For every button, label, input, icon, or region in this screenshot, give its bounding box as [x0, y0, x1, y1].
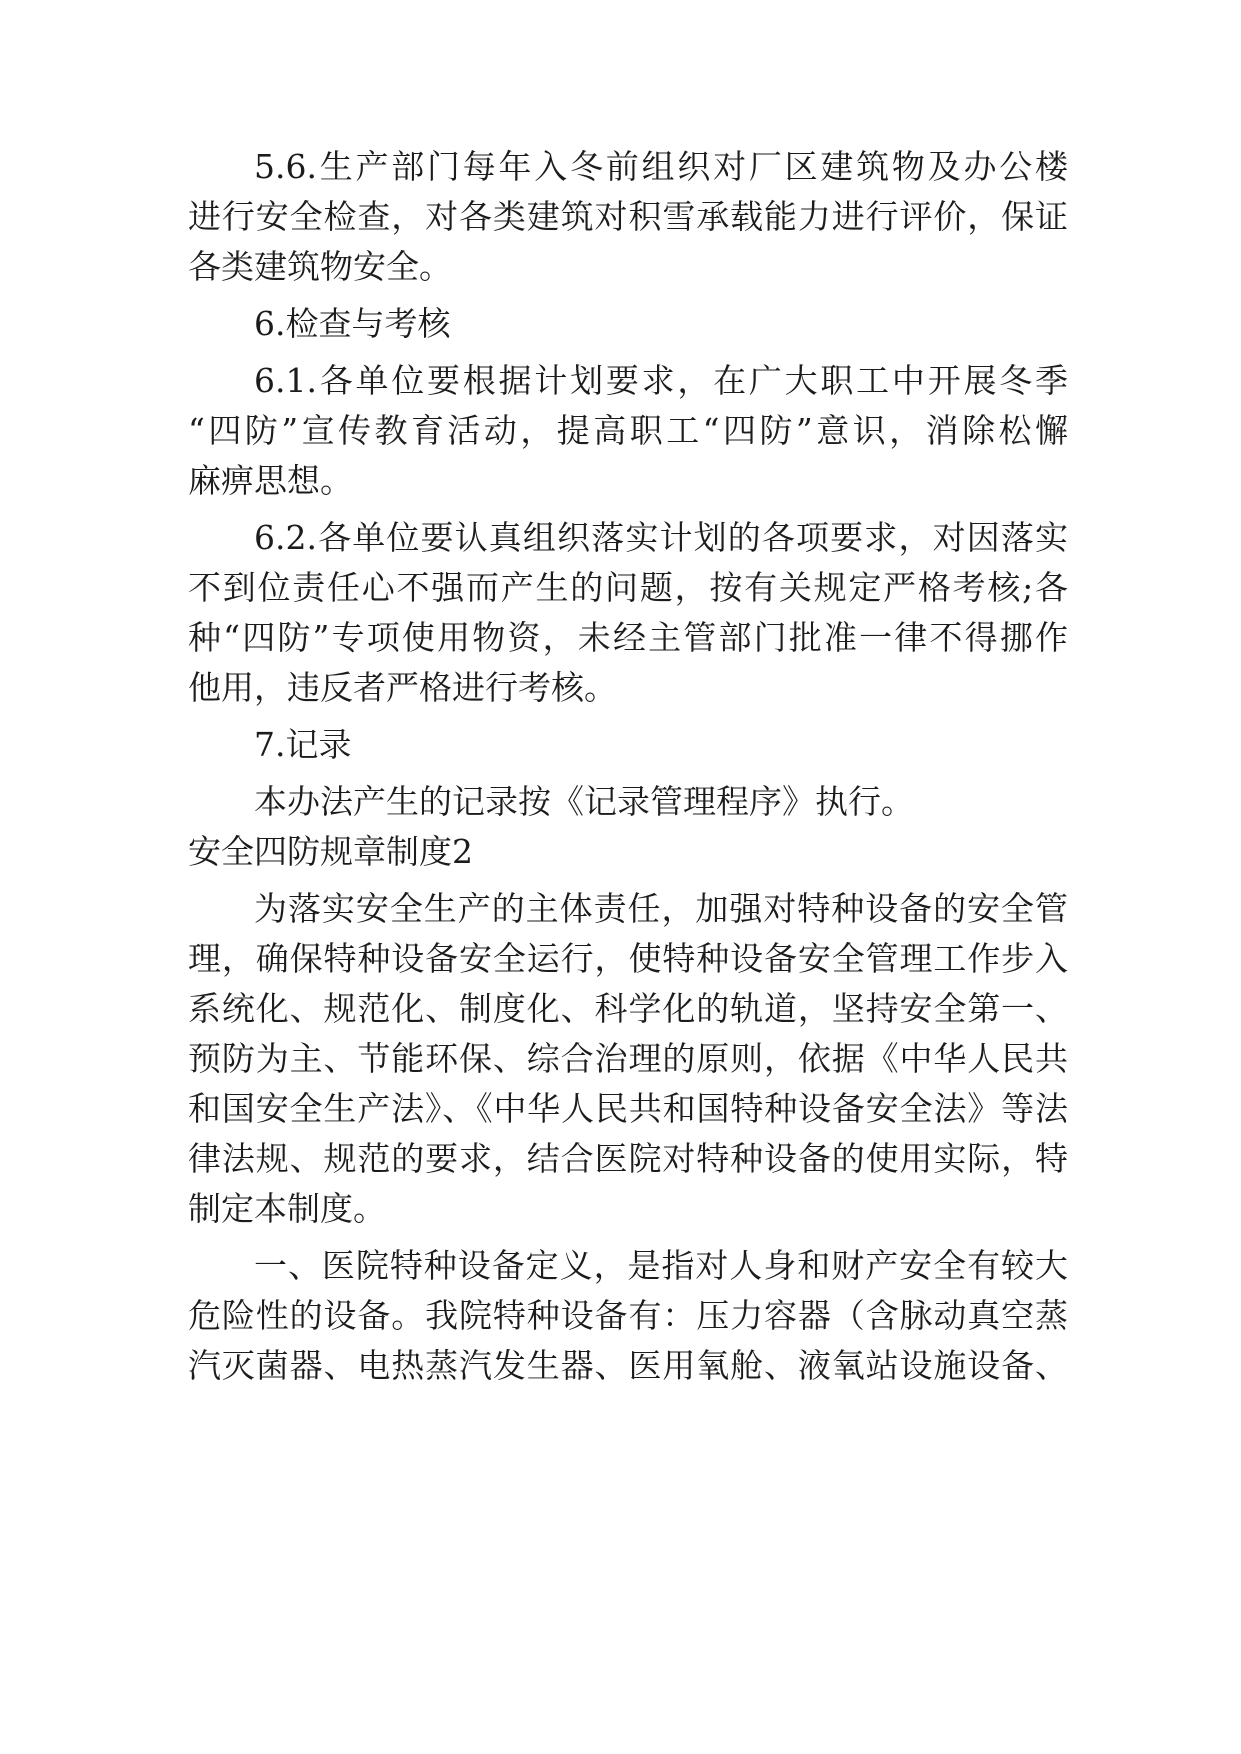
document-title-2: 安全四防规章制度2 — [188, 832, 473, 871]
paragraph-5-6-line-1: 5.6.生产部门每年入冬前组织对厂区建筑物及办公楼 — [254, 147, 1068, 186]
paragraph-6-1-line-3: 麻痹思想。 — [188, 461, 353, 500]
paragraph-5-6-line-3: 各类建筑物安全。 — [188, 247, 452, 286]
intro-paragraph-line-6: 律法规、规范的要求，结合医院对特种设备的使用实际，特 — [188, 1139, 1068, 1178]
section-6-heading: 6.检查与考核 — [254, 304, 451, 343]
paragraph-6-1-line-2: “四防”宣传教育活动，提高职工“四防”意识，消除松懈 — [188, 411, 1068, 450]
section-one-line-1: 一、医院特种设备定义，是指对人身和财产安全有较大 — [254, 1246, 1068, 1285]
intro-paragraph-line-3: 系统化、规范化、制度化、科学化的轨道，坚持安全第一、 — [188, 989, 1068, 1028]
intro-paragraph-line-5: 和国安全生产法》、《中华人民共和国特种设备安全法》等法 — [188, 1089, 1068, 1128]
section-7-heading: 7.记录 — [254, 725, 352, 764]
paragraph-6-2-line-4: 他用，违反者严格进行考核。 — [188, 668, 617, 707]
intro-paragraph-line-1: 为落实安全生产的主体责任，加强对特种设备的安全管 — [254, 889, 1068, 928]
section-one-line-3: 汽灭菌器、电热蒸汽发生器、医用氧舱、液氧站设施设备、 — [188, 1346, 1068, 1385]
section-one-line-2: 危险性的设备。我院特种设备有：压力容器（含脉动真空蒸 — [188, 1296, 1068, 1335]
intro-paragraph-line-7: 制定本制度。 — [188, 1189, 386, 1228]
paragraph-6-1-line-1: 6.1.各单位要根据计划要求，在广大职工中开展冬季 — [254, 361, 1068, 400]
paragraph-6-2-line-3: 种“四防”专项使用物资，未经主管部门批准一律不得挪作 — [188, 618, 1068, 657]
paragraph-6-2-line-2: 不到位责任心不强而产生的问题，按有关规定严格考核;各 — [188, 568, 1068, 607]
paragraph-5-6-line-2: 进行安全检查，对各类建筑对积雪承载能力进行评价，保证 — [188, 197, 1068, 236]
section-7-text: 本办法产生的记录按《记录管理程序》执行。 — [254, 782, 914, 821]
paragraph-6-2-line-1: 6.2.各单位要认真组织落实计划的各项要求，对因落实 — [254, 518, 1068, 557]
intro-paragraph-line-4: 预防为主、节能环保、综合治理的原则，依据《中华人民共 — [188, 1039, 1068, 1078]
intro-paragraph-line-2: 理，确保特种设备安全运行，使特种设备安全管理工作步入 — [188, 939, 1068, 978]
